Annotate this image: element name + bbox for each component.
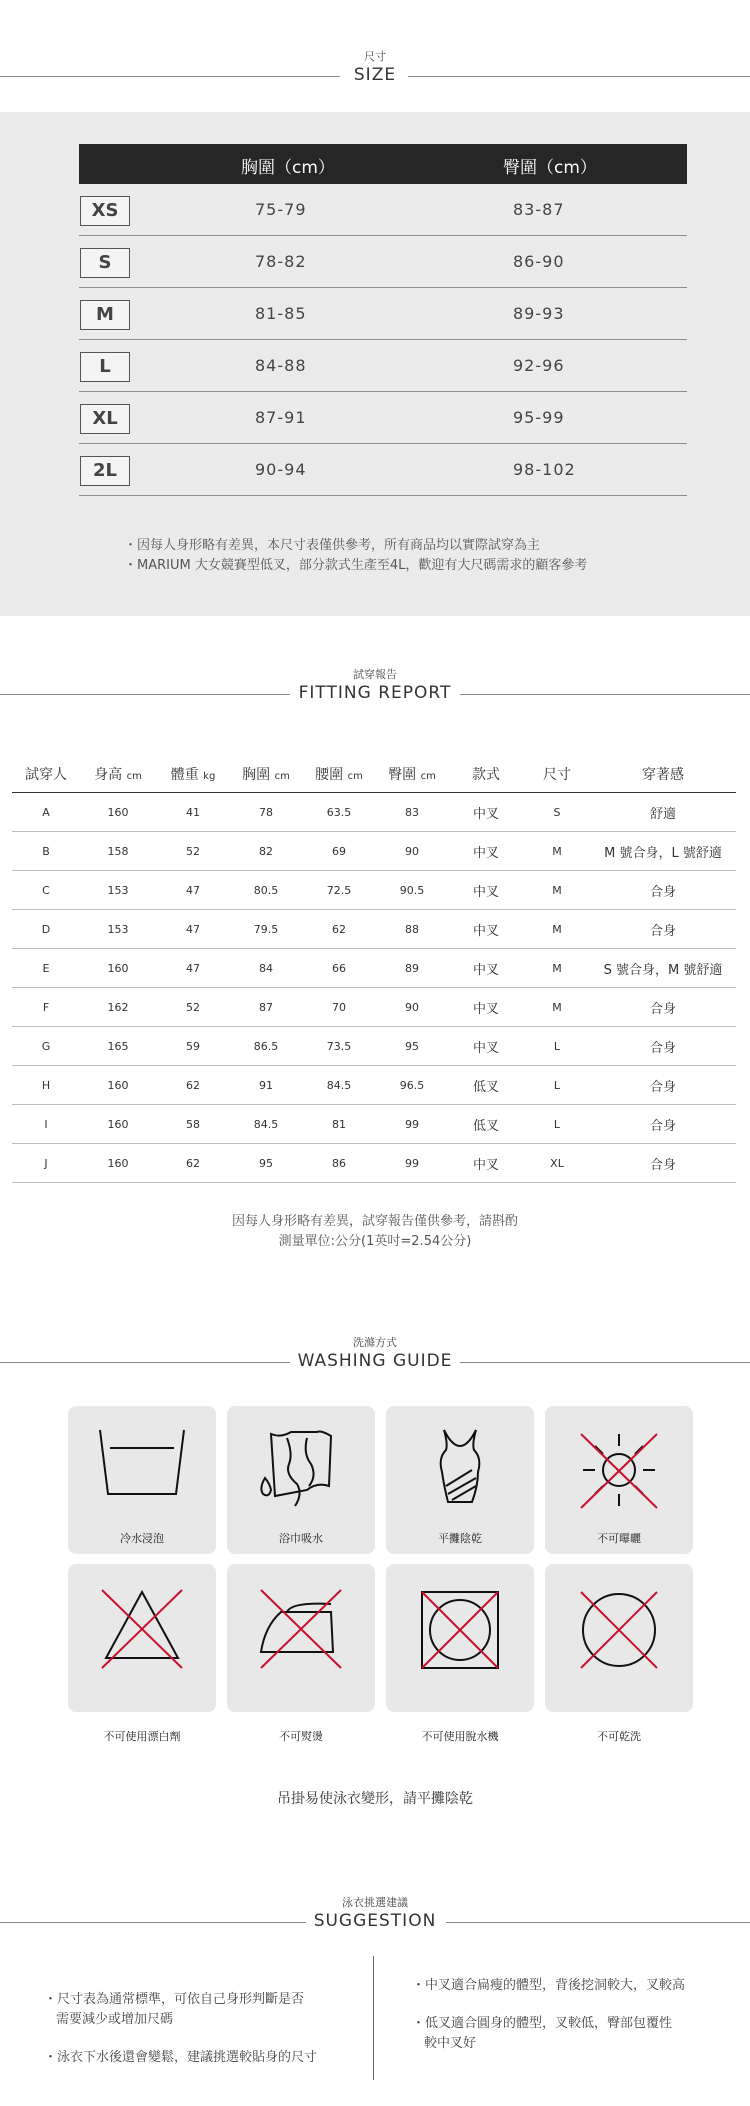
- wash-card-flat-dry: [386, 1406, 534, 1554]
- height-header: 身高 cm: [80, 756, 156, 793]
- bust-cell: 82: [230, 832, 302, 871]
- wash-card-no-sun: [545, 1406, 693, 1554]
- size-row: [79, 444, 687, 496]
- height-cell: 160: [80, 1105, 156, 1144]
- wash-label: 不可乾洗: [597, 1730, 641, 1743]
- style-cell: 中叉: [448, 949, 524, 988]
- size-badge: 2L: [80, 456, 130, 486]
- washing-heading-en: WASHING GUIDE: [297, 1351, 453, 1371]
- bust-value: 87-91: [255, 408, 307, 427]
- size-header: 尺寸: [524, 756, 590, 793]
- weight-cell: 52: [156, 988, 230, 1027]
- suggestion-item: ・泳衣下水後還會變鬆，建議挑選較貼身的尺寸: [44, 2050, 318, 2065]
- wash-card-cold-water: [68, 1406, 216, 1554]
- size-table: [79, 144, 687, 496]
- feel-header: 穿著感: [590, 756, 736, 793]
- bust-header: 胸圍 cm: [230, 756, 302, 793]
- weight-cell: 41: [156, 793, 230, 832]
- size-row: [79, 236, 687, 288]
- size-cell: M: [524, 871, 590, 910]
- waist-cell: 81: [302, 1105, 376, 1144]
- size-cell: L: [524, 1027, 590, 1066]
- waist-cell: 73.5: [302, 1027, 376, 1066]
- wash-label: 冷水浸泡: [120, 1532, 164, 1545]
- tester-cell: E: [12, 949, 80, 988]
- waist-cell: 84.5: [302, 1066, 376, 1105]
- size-badge: XS: [80, 196, 130, 226]
- tester-cell: H: [12, 1066, 80, 1105]
- size-heading-zh: 尺寸: [364, 50, 386, 63]
- style-cell: 中叉: [448, 1144, 524, 1183]
- weight-cell: 47: [156, 871, 230, 910]
- hip-cell: 90: [376, 832, 448, 871]
- weight-cell: 59: [156, 1027, 230, 1066]
- size-section-header: [0, 48, 750, 88]
- style-cell: 中叉: [448, 832, 524, 871]
- divider-line: [0, 1362, 290, 1363]
- hip-value: 83-87: [513, 200, 565, 219]
- hip-column-header: 臀圍（cm）: [503, 158, 597, 178]
- feel-cell: 合身: [590, 910, 736, 949]
- style-cell: 中叉: [448, 1027, 524, 1066]
- style-cell: 中叉: [448, 988, 524, 1027]
- suggestion-heading-zh: 泳衣挑選建議: [342, 1896, 408, 1909]
- hip-value: 95-99: [513, 408, 565, 427]
- wash-label: 不可使用脫水機: [421, 1730, 499, 1743]
- bust-cell: 80.5: [230, 871, 302, 910]
- size-heading-en: SIZE: [353, 65, 397, 85]
- waist-cell: 63.5: [302, 793, 376, 832]
- size-row: [79, 288, 687, 340]
- size-note: ・因每人身形略有差異，本尺寸表僅供參考，所有商品均以實際試穿為主: [124, 538, 541, 553]
- wash-card-towel: [227, 1406, 375, 1554]
- divider-line: [0, 1922, 306, 1923]
- wash-card-no-dry-clean: [545, 1564, 693, 1743]
- fitting-row: [12, 871, 736, 910]
- hip-cell: 96.5: [376, 1066, 448, 1105]
- waist-header: 腰圍 cm: [302, 756, 376, 793]
- tester-cell: B: [12, 832, 80, 871]
- hip-cell: 83: [376, 793, 448, 832]
- bust-value: 84-88: [255, 356, 307, 375]
- height-cell: 160: [80, 949, 156, 988]
- bust-cell: 91: [230, 1066, 302, 1105]
- size-cell: M: [524, 832, 590, 871]
- cold-water-soak-icon: [92, 1424, 192, 1504]
- divider-line: [446, 1922, 750, 1923]
- fitting-row: [12, 910, 736, 949]
- bust-cell: 84: [230, 949, 302, 988]
- suggestion-left-column: [44, 1990, 354, 2086]
- size-chart-panel: [0, 112, 750, 616]
- feel-cell: 舒適: [590, 793, 736, 832]
- waist-cell: 62: [302, 910, 376, 949]
- wash-label: 不可使用漂白劑: [103, 1730, 181, 1743]
- hip-cell: 99: [376, 1105, 448, 1144]
- tester-header: 試穿人: [12, 756, 80, 793]
- fitting-header-row: [12, 756, 736, 793]
- weight-header: 體重 kg: [156, 756, 230, 793]
- bust-cell: 78: [230, 793, 302, 832]
- size-cell: M: [524, 988, 590, 1027]
- hip-value: 92-96: [513, 356, 565, 375]
- hip-value: 89-93: [513, 304, 565, 323]
- size-table-header: [79, 144, 687, 184]
- weight-cell: 47: [156, 910, 230, 949]
- waist-cell: 86: [302, 1144, 376, 1183]
- washing-note: 吊掛易使泳衣變形，請平攤陰乾: [277, 1791, 473, 1807]
- washing-section-header: [0, 1334, 750, 1374]
- tester-cell: I: [12, 1105, 80, 1144]
- bust-cell: 95: [230, 1144, 302, 1183]
- hip-cell: 90: [376, 988, 448, 1027]
- feel-cell: 合身: [590, 1027, 736, 1066]
- fitting-row: [12, 1105, 736, 1144]
- bust-cell: 86.5: [230, 1027, 302, 1066]
- wash-label: 不可曝曬: [597, 1532, 641, 1545]
- fitting-row: [12, 793, 736, 832]
- hip-value: 98-102: [513, 460, 576, 479]
- divider-line: [460, 694, 750, 695]
- hip-cell: 88: [376, 910, 448, 949]
- wash-label: 不可熨燙: [279, 1730, 323, 1743]
- no-sun-icon: [569, 1424, 669, 1514]
- height-cell: 160: [80, 793, 156, 832]
- divider-line: [408, 76, 750, 77]
- no-dry-clean-icon: [569, 1582, 669, 1672]
- hip-cell: 95: [376, 1027, 448, 1066]
- feel-cell: S 號合身，M 號舒適: [590, 949, 736, 988]
- size-cell: M: [524, 910, 590, 949]
- style-cell: 中叉: [448, 910, 524, 949]
- feel-cell: M 號合身，L 號舒適: [590, 832, 736, 871]
- size-notes: [124, 536, 587, 576]
- size-cell: XL: [524, 1144, 590, 1183]
- height-cell: 160: [80, 1066, 156, 1105]
- hip-cell: 89: [376, 949, 448, 988]
- divider-line: [0, 694, 290, 695]
- fitting-row: [12, 988, 736, 1027]
- size-cell: L: [524, 1066, 590, 1105]
- fitting-row: [12, 1027, 736, 1066]
- divider-line: [460, 1362, 750, 1363]
- size-row: [79, 392, 687, 444]
- wash-label: 浴巾吸水: [279, 1532, 323, 1545]
- height-cell: 158: [80, 832, 156, 871]
- size-badge: S: [80, 248, 130, 278]
- height-cell: 160: [80, 1144, 156, 1183]
- bust-value: 81-85: [255, 304, 307, 323]
- weight-cell: 58: [156, 1105, 230, 1144]
- suggestion-item: ・中叉適合扁瘦的體型，背後挖洞較大，叉較高: [412, 1978, 686, 1993]
- hip-value: 86-90: [513, 252, 565, 271]
- style-cell: 中叉: [448, 793, 524, 832]
- fitting-row: [12, 949, 736, 988]
- size-badge: M: [80, 300, 130, 330]
- style-cell: 低叉: [448, 1105, 524, 1144]
- size-cell: L: [524, 1105, 590, 1144]
- size-badge: XL: [80, 404, 130, 434]
- waist-cell: 69: [302, 832, 376, 871]
- bust-value: 90-94: [255, 460, 307, 479]
- tester-cell: A: [12, 793, 80, 832]
- fitting-note: 測量單位:公分(1英吋=2.54公分): [278, 1234, 472, 1249]
- feel-cell: 合身: [590, 1144, 736, 1183]
- no-tumble-dry-icon: [410, 1582, 510, 1672]
- suggestion-section-header: [0, 1894, 750, 1934]
- wash-card-no-bleach: [68, 1564, 216, 1743]
- fitting-row: [12, 832, 736, 871]
- size-row: [79, 184, 687, 236]
- washing-heading-zh: 洗滌方式: [353, 1336, 397, 1349]
- divider-line: [0, 76, 340, 77]
- wash-card-no-tumble-dry: [386, 1564, 534, 1743]
- fitting-notes: [0, 1212, 750, 1252]
- no-bleach-icon: [92, 1582, 192, 1672]
- suggestion-right-column: [412, 1976, 732, 2072]
- fitting-section-header: [0, 666, 750, 706]
- feel-cell: 合身: [590, 1105, 736, 1144]
- height-cell: 153: [80, 871, 156, 910]
- weight-cell: 62: [156, 1066, 230, 1105]
- tester-cell: F: [12, 988, 80, 1027]
- suggestion-divider: [373, 1956, 374, 2080]
- fitting-row: [12, 1066, 736, 1105]
- weight-cell: 52: [156, 832, 230, 871]
- size-note: ・MARIUM 大女競賽型低叉，部分款式生產至4L，歡迎有大尺碼需求的顧客參考: [124, 558, 588, 573]
- bust-cell: 84.5: [230, 1105, 302, 1144]
- suggestion-item: ・低叉適合圓身的體型，叉較低，臀部包覆性 較中叉好: [412, 2016, 673, 2051]
- height-cell: 153: [80, 910, 156, 949]
- style-cell: 中叉: [448, 871, 524, 910]
- size-cell: S: [524, 793, 590, 832]
- bust-value: 78-82: [255, 252, 307, 271]
- wash-card-no-iron: [227, 1564, 375, 1743]
- size-row: [79, 340, 687, 392]
- height-cell: 162: [80, 988, 156, 1027]
- tester-cell: J: [12, 1144, 80, 1183]
- fitting-heading-en: FITTING REPORT: [298, 683, 452, 703]
- style-cell: 低叉: [448, 1066, 524, 1105]
- weight-cell: 62: [156, 1144, 230, 1183]
- suggestion-item: ・尺寸表為通常標準，可依自己身形判斷是否 需要減少或增加尺碼: [44, 1992, 305, 2027]
- fitting-note: 因每人身形略有差異，試穿報告僅供參考，請斟酌: [231, 1214, 518, 1229]
- feel-cell: 合身: [590, 871, 736, 910]
- hip-cell: 90.5: [376, 871, 448, 910]
- suggestion-heading-en: SUGGESTION: [313, 1911, 437, 1931]
- waist-cell: 66: [302, 949, 376, 988]
- waist-cell: 72.5: [302, 871, 376, 910]
- height-cell: 165: [80, 1027, 156, 1066]
- bust-value: 75-79: [255, 200, 307, 219]
- bust-cell: 79.5: [230, 910, 302, 949]
- size-badge: L: [80, 352, 130, 382]
- towel-absorb-icon: [251, 1424, 351, 1514]
- fitting-heading-zh: 試穿報告: [353, 668, 397, 681]
- style-header: 款式: [448, 756, 524, 793]
- feel-cell: 合身: [590, 1066, 736, 1105]
- feel-cell: 合身: [590, 988, 736, 1027]
- size-cell: M: [524, 949, 590, 988]
- flat-dry-shade-icon: [410, 1424, 510, 1514]
- wash-label: 平攤陰乾: [438, 1532, 482, 1545]
- bust-column-header: 胸圍（cm）: [241, 158, 335, 178]
- tester-cell: C: [12, 871, 80, 910]
- fitting-report-table: [12, 756, 736, 1183]
- fitting-row: [12, 1144, 736, 1183]
- waist-cell: 70: [302, 988, 376, 1027]
- bust-cell: 87: [230, 988, 302, 1027]
- tester-cell: G: [12, 1027, 80, 1066]
- hip-header: 臀圍 cm: [376, 756, 448, 793]
- hip-cell: 99: [376, 1144, 448, 1183]
- no-iron-icon: [251, 1582, 351, 1672]
- weight-cell: 47: [156, 949, 230, 988]
- tester-cell: D: [12, 910, 80, 949]
